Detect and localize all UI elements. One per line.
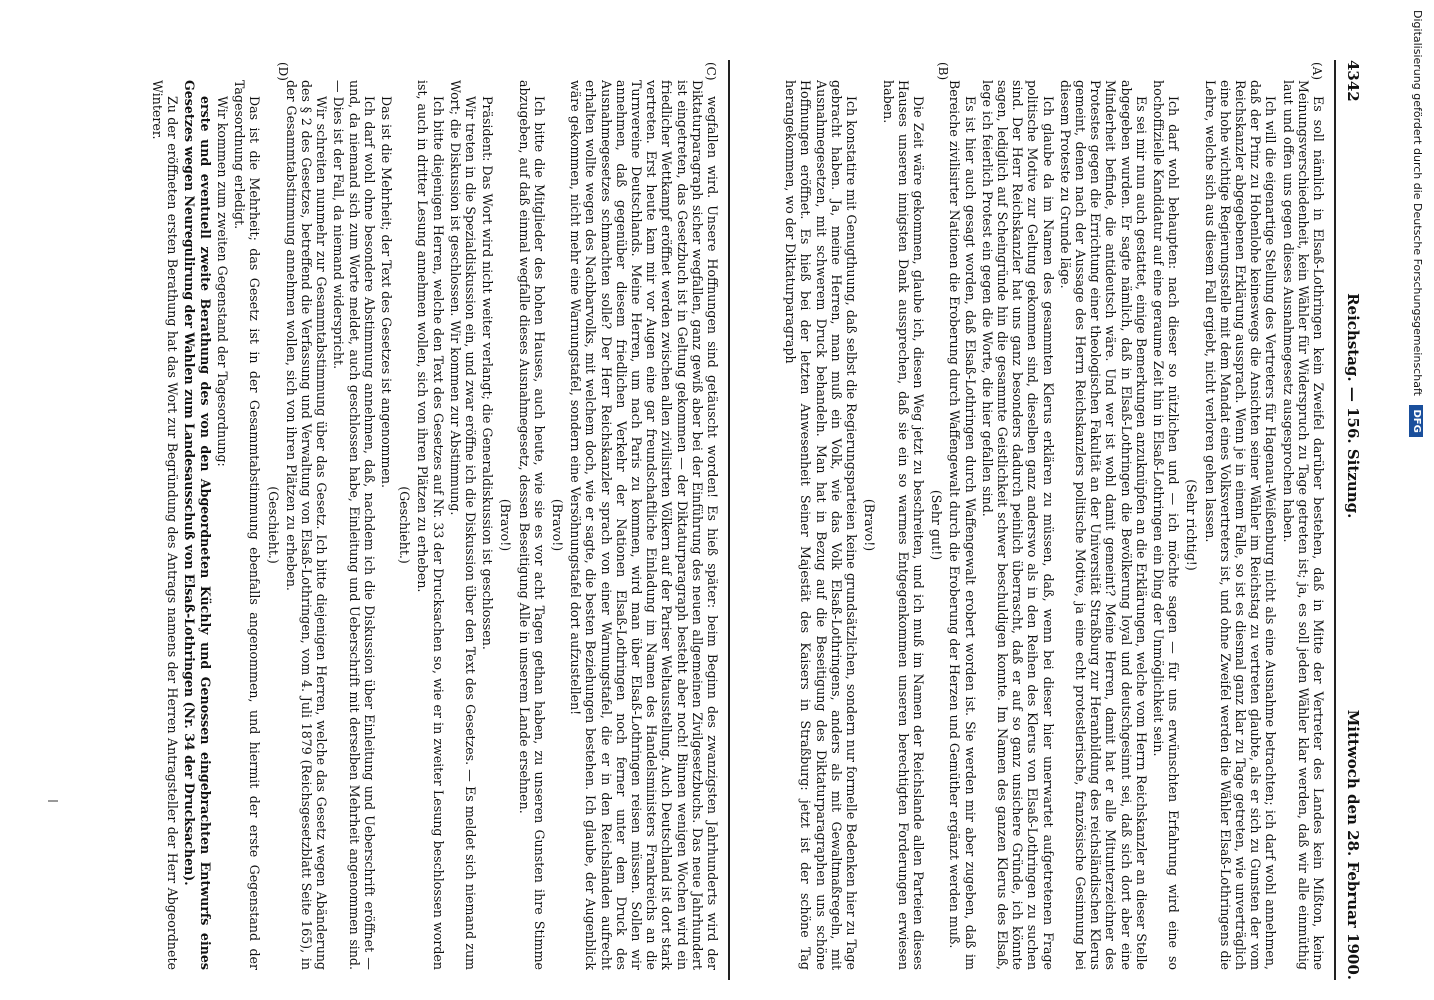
- session-title: Reichstag. — 156. Sitzung.: [1344, 293, 1362, 519]
- interjection: (Sehr richtig!): [1184, 479, 1200, 571]
- left-column: [736, 80, 1326, 970]
- right-column: [50, 80, 720, 970]
- session-date: Mittwoch den 28. Februar 1900.: [1344, 709, 1362, 980]
- paragraph: Ich bitte diejenigen Herren, welche den Text des Gesetzes auf Nr. 33 der Drucksachen so, wie er in zweiter Lesung beschlossen worden ist, auch in dritter Lesung annehmen wollen, sich von ihren Plätzen zu erheben.: [415, 80, 446, 970]
- page-number: 4342: [1344, 60, 1362, 102]
- paragraph: Ich darf wohl behaupten: nach dieser so nützlichen und — ich möchte sagen — für uns erwünschten Erfahrung wird eine so hochoffizielle Kandidatur auf eine geraume Zeit hin in Elsaß-Lothringen ein Ding der Unmöglichkeit sein.: [1150, 80, 1182, 970]
- agenda-item: erste und eventuell zweite Berathung des von den Abgeordneten Küchly und Genossen eingebrachten Entwurfs eines Gesetzes wegen Neuregulirung der Wahlen zum Landesausschuß von Elsaß-Lothringen (Nr. 34 der Drucksachen).: [182, 80, 213, 970]
- paragraph: Das ist die Mehrheit; das Gesetz ist in der Gesammtabstimmung ebenfalls angenommen, und hiermit der erste Gegenstand der Tagesordnung erledigt.: [232, 80, 263, 970]
- credit-text: Digitalisierung gefördert durch die Deutsche Forschungsgemeinschaft: [1411, 10, 1424, 396]
- interjection: (Bravo!): [498, 498, 514, 552]
- margin-marker-a: (A): [1310, 62, 1324, 81]
- paragraph: Zu der eröffneten ersten Berathung hat das Wort zur Begründung des Antrags namens der Herren Antragsteller der Herr Abgeordnete Winterer.: [150, 80, 181, 970]
- paragraph: Ich will die eigenartige Stellung des Vertreters für Hagenau-Weißenburg nicht als eine Ausnahme betrachten; ich darf wohl annehmen, daß der Prinz zu Hohenlohe keineswegs die Ansichten seiner Wähler im Reichstag zu vertreten glaubte, als er sich zu Gunsten der vom Reichskanzler abgegebenen Erklärung aussprach. Wenn je in einem Falle, so ist es diesmal ganz klar zu Tage getreten, wie unverträglich eine hohe wichtige Regierungsstelle mit dem Mandat eines Volksvertreters ist, und ohne Zweifel werden die Wähler Elsaß-Lothringens die Lehre, welche sich aus diesem Fall ergiebt, nicht verloren gehen lassen.: [1202, 80, 1279, 970]
- interjection: (Bravo!): [549, 498, 565, 552]
- margin-marker-d: (D): [276, 62, 290, 81]
- document-page: [40, 60, 1370, 980]
- margin-marker-c: (C): [704, 62, 718, 81]
- page-header: [1334, 60, 1370, 980]
- interjection: (Geschieht.): [397, 486, 413, 564]
- paragraph: Ich bitte die Mitglieder des hohen Hauses, auch heute, wie sie es vor acht Tagen gethan haben, zu unseren Gunsten ihre Stimme abzugeben, auf daß einmal wegfalle dieses Ausnahmegesetz, dessen Beseitigung Alle in unserem Lande ersehnen.: [516, 80, 547, 970]
- interjection: (Geschieht.): [265, 486, 281, 564]
- paragraph: Es ist hier auch gesagt worden, daß Elsaß-Lothringen durch Waffengewalt erobert worden ist. Sie werden mir aber zugeben, daß im Bereiche zivilisirter Nationen die Eroberung durch Waffengewalt durch die Eroberung der Herzen und Gemüther ergänzt werden muß.: [947, 80, 978, 970]
- paragraph: Ich glaube da im Namen des gesammten Klerus erklären zu müssen, daß, wenn bei dieser hier unerwartet aufgetretenen Frage politische Motive zur Geltung gekommen sind, dieselben ganz anderswo als in den Reihen des Klerus von Elsaß-Lothringen zu suchen sind. Der Herr Reichskanzler hat uns ganz besonders dadurch peinlich überrascht, daß er auf so ganz unsichere Gründe, ich könnte sagen, lediglich auf Scheingründe hin die gesammte Geistlichkeit schwer beschuldigen konnte. Im Namen des ganzen Klerus des Elsaß, lege ich feierlich Protest ein gegen die Worte, die hier gefallen sind.: [979, 80, 1056, 970]
- interjection: (Sehr gut!): [929, 489, 945, 561]
- column-divider: [728, 60, 730, 980]
- scan-mark: [48, 800, 58, 802]
- paragraph: Es sei mir nun auch gestattet, einige Bemerkungen anzuknüpfen an die Erklärungen, welche vom Herrn Reichskanzler an dieser Stelle abgegeben wurden. Er sagte nämlich, daß in Elsaß-Lothringen die Bevölkerung loyal und deutschgesinnt sei, daß sich dort aber eine Minderheit befinde, die antideutsch wäre. Und wer ist wohl damit gemeint? Meine Herren, damit hat er alle Mitunterzeichner des Protestes gegen die Errichtung einer theologischen Fakultät an der Universität Straßburg zur Heranbildung des reichsländischen Klerus gemeint, denen nach der Aussage des Herrn Reichskanzlers politische Motive, ja eine echt protestlerische, französische Gesinnung bei diesem Proteste zu Grunde läge.: [1057, 80, 1149, 970]
- paragraph: Das ist die Mehrheit; der Text des Gesetzes ist angenommen.: [378, 96, 394, 488]
- paragraph: Wir treten in die Spezialdiskussion ein, und zwar eröffne ich die Diskussion über den Text des Gesetzes. — Es meldet sich niemand zum Wort; die Diskussion ist geschlossen. Wir kommen zur Abstimmung.: [447, 80, 478, 970]
- margin-marker-b: (B): [936, 62, 950, 81]
- paragraph: Wir kommen zum zweiten Gegenstand der Tagesordnung:: [214, 96, 230, 467]
- paragraph: Ich darf wohl ohne besondere Abstimmung annehmen, daß, nachdem ich die Diskussion über Einleitung und Ueberschrift eröffnet — und, da niemand sich zum Worte meldet, auch geschlossen habe, Einleitung und Ueberschrift mit derselben Mehrheit angenommen sind. — Dies ist der Fall, da niemand widerspricht.: [331, 80, 377, 970]
- dfg-logo: DFG: [1409, 405, 1423, 436]
- paragraph: wegfallen wird. Unsere Hoffnungen sind getäuscht worden! Es hieß später: beim Beginn des zwanzigsten Jahrhunderts wird der Diktaturparagraph sicher wegfallen, ganz gewiß aber bei der Einführung des neuen allgemeinen Zivilgesetzbuchs. Das neue Jahrhundert ist eingetreten, das Gesetzbuch ist in Geltung gekommen — der Diktaturparagraph besteht aber noch! Binnen wenigen Wochen wird ein friedlicher Wettkampf eröffnet werden zwischen allen zivilisirten Völkern auf der Pariser Weltausstellung. Auch Deutschland ist dort stark vertreten. Erst heute kam mir vor Augen eine gar freundschaftliche Einladung im Namen des Handelsministers Frankreichs an die Turnvereine Deutschlands. Meine Herren, um nach Paris zu kommen, wird man über Elsaß-Lothringen reisen müssen. Sollen wir annehmen, daß gegenüber diesem friedlichen Verkehr der Nationen Elsaß-Lothringen noch ferner unter dem Druck des Ausnahmegesetzes schmachten solle? Der Herr Reichskanzler sprach von einer Warnungstafel, die er in den Reichslanden aufrecht erhalten wollte wegen des Nachbarvolks, mit welchem doch, wie er sagte, die besten Beziehungen bestehen. Ich glaube, der Augenblick wäre gekommen, nicht mehr eine Warnungstafel, sondern eine Versöhnungstafel dort aufzustellen!: [568, 80, 720, 970]
- digitization-credit: [1406, 10, 1428, 990]
- interjection: (Bravo!): [862, 498, 878, 552]
- paragraph: Es soll nämlich in Elsaß-Lothringen kein Zweifel darüber bestehen, daß in Mitte der Vertreter des Landes kein Mißton, keine Meinungsverschiedenheit, kein Wähler für Widerspruch zu Tage getreten ist; ja, es soll jeden Wähler klar werden, daß wir alle einmüthig laut und offen uns gegen dieses Ausnahmegesetz ausgesprochen haben.: [1280, 80, 1326, 970]
- paragraph: Die Zeit wäre gekommen, glaube ich, diesen Weg jetzt zu beschreiten, und ich muß im Namen der Reichslande allen Parteien dieses Hauses unseren innigsten Dank aussprechen, daß sie ein so warmes Entgegenkommen unseren berechtigten Forderungen erwiesen haben.: [880, 80, 926, 970]
- paragraph: Wir schreiten nunmehr zur Gesammtabstimmung über das Gesetz. Ich bitte diejenigen Herren, welche das Gesetz wegen Abänderung des § 2 des Gesetzes, betreffend die Verfassung und Verwaltung von Elsaß-Lothringen, vom 4. Juli 1879 (Reichsgesetzblatt Seite 165), in der Gesammtabstimmung annehmen wollen, sich von ihren Plätzen zu erheben.: [283, 80, 330, 970]
- paragraph: Ich konstatire mit Genugthuung, daß selbst die Regierungsparteien keine grundsätzlichen, sondern nur formelle Bedenken hier zu Tage gebracht haben. Ja, meine Herren, man muß ein Volk, wie das Volk Elsaß-Lothringens, anders als mit Gewaltmaßregeln, mit Ausnahmegesetzen, mit schwerem Druck behandeln. Man hat in Bezug auf die Beseitigung des Diktaturparagraphen uns schöne Hoffnungen eröffnet. Es hieß bei der letzten Anwesenheit Seiner Majestät des Kaisers in Straßburg: jetzt ist der schöne Tag herangekommen, wo der Diktaturparagraph: [783, 80, 860, 970]
- paragraph: Präsident: Das Wort wird nicht weiter verlangt; die Generaldiskussion ist geschlossen.: [480, 96, 496, 650]
